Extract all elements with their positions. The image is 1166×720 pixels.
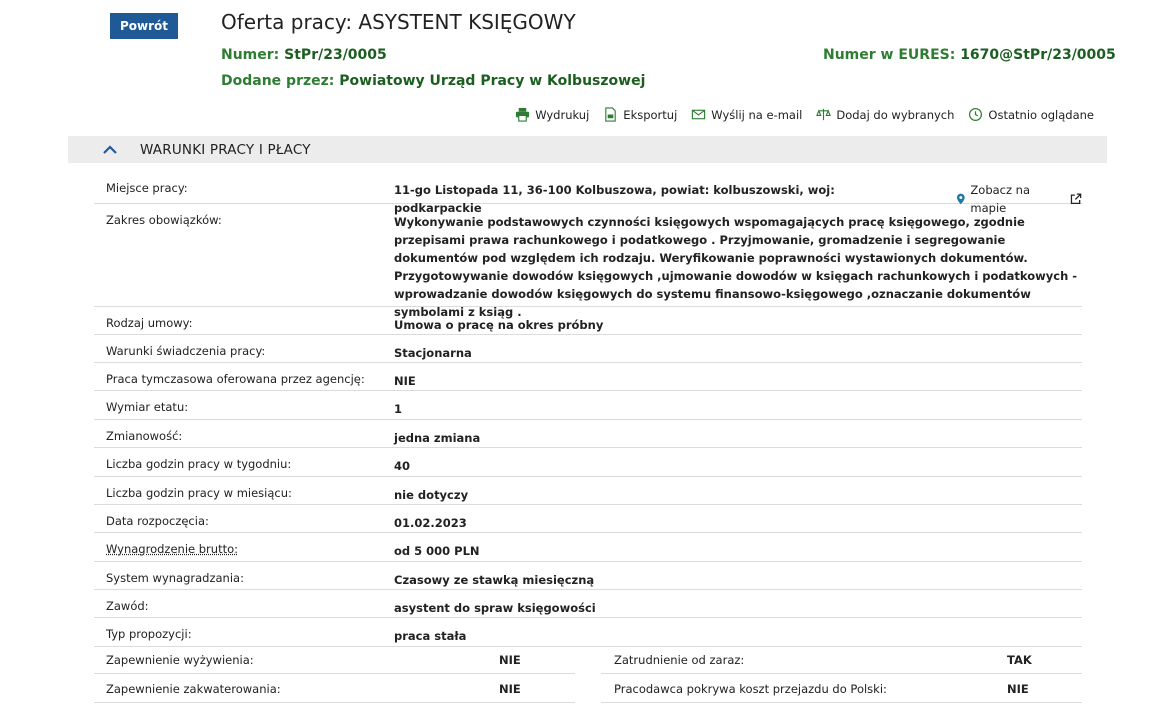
printer-icon — [515, 107, 530, 122]
table-row — [94, 172, 1082, 215]
row-value: 40 — [394, 459, 411, 473]
table-row — [94, 562, 1082, 590]
email-button[interactable] — [691, 107, 802, 122]
clock-icon — [968, 107, 983, 122]
row-value: 1 — [394, 402, 403, 416]
table-row — [601, 675, 1082, 703]
row-label: Praca tymczasowa oferowana przez agencję: — [106, 372, 365, 386]
row-value: NIE — [1007, 681, 1029, 696]
favorites-button[interactable] — [816, 107, 954, 122]
workplace-address: 11-go Listopada 11, 36-100 Kolbuszowa, powiat: kolbuszowski, woj: podkarpackie — [394, 183, 835, 215]
toolbar — [515, 107, 1094, 122]
recent-label: Ostatnio oglądane — [988, 107, 1094, 122]
conditions-table — [94, 172, 1082, 647]
email-label: Wyślij na e-mail — [711, 107, 803, 122]
section-title: WARUNKI PRACY I PŁACY — [140, 141, 311, 158]
print-label: Wydrukuj — [535, 107, 590, 122]
table-row — [94, 590, 1082, 618]
offer-number-label: Numer: — [221, 47, 280, 63]
row-label: Pracodawca pokrywa koszt przejazdu do Polski: — [614, 681, 887, 696]
export-label: Eksportuj — [623, 107, 678, 122]
row-value: Umowa o pracę na okres próbny — [394, 318, 604, 332]
row-label: Wymiar etatu: — [106, 400, 189, 414]
table-row — [94, 533, 1082, 562]
print-button[interactable] — [515, 107, 589, 122]
added-by-label: Dodane przez: — [221, 73, 335, 89]
favorites-label: Dodaj do wybranych — [836, 107, 955, 122]
section-header-working-conditions[interactable] — [68, 136, 1107, 163]
row-label: Data rozpoczęcia: — [106, 514, 209, 528]
row-value: NIE — [499, 681, 521, 696]
back-button[interactable]: Powrót — [110, 13, 178, 39]
eures-number-label: Numer w EURES: — [823, 47, 956, 63]
export-icon — [603, 107, 618, 122]
added-by — [221, 73, 645, 89]
table-row — [94, 335, 1082, 363]
row-label: Zatrudnienie od zaraz: — [614, 652, 745, 667]
row-label: Typ propozycji: — [106, 627, 192, 641]
row-label: Zmianowość: — [106, 429, 183, 443]
row-label: Miejsce pracy: — [106, 181, 188, 195]
row-value: praca stała — [394, 629, 467, 643]
page-title: Oferta pracy: ASYSTENT KSIĘGOWY — [221, 10, 576, 34]
row-value: NIE — [499, 652, 521, 667]
row-value: Czasowy ze stawką miesięczną — [394, 573, 595, 587]
recent-button[interactable] — [968, 107, 1094, 122]
salary-term[interactable]: Wynagrodzenie brutto: — [106, 542, 238, 556]
row-label — [94, 533, 394, 556]
offer-number — [221, 47, 387, 63]
row-label: Zakres obowiązków: — [106, 213, 222, 227]
eures-number — [823, 47, 1116, 63]
added-by-value: Powiatowy Urząd Pracy w Kolbuszowej — [339, 73, 646, 89]
table-row — [94, 363, 1082, 391]
row-label: System wynagradzania: — [106, 571, 244, 585]
export-button[interactable] — [603, 107, 677, 122]
row-label: Zapewnienie zakwaterowania: — [106, 681, 281, 696]
table-row — [601, 646, 1082, 674]
chevron-up-icon[interactable] — [102, 142, 118, 158]
row-label: Liczba godzin pracy w miesiącu: — [106, 486, 292, 500]
envelope-icon — [691, 107, 706, 122]
row-value: Stacjonarna — [394, 346, 472, 360]
pair-row — [94, 675, 1082, 703]
row-value: 01.02.2023 — [394, 516, 467, 530]
row-label: Rodzaj umowy: — [106, 316, 193, 330]
offer-number-value: StPr/23/0005 — [284, 47, 387, 63]
table-row — [94, 646, 575, 674]
row-value: nie dotyczy — [394, 488, 469, 502]
table-row — [94, 420, 1082, 448]
table-row — [94, 204, 1082, 319]
table-row — [94, 391, 1082, 420]
table-row — [94, 448, 1082, 477]
row-label: Zapewnienie wyżywienia: — [106, 652, 254, 667]
map-link-label: Zobacz na mapie — [970, 183, 1031, 215]
row-label: Liczba godzin pracy w tygodniu: — [106, 457, 292, 471]
table-row — [94, 307, 1082, 335]
scale-icon — [816, 107, 831, 122]
row-value: TAK — [1007, 652, 1032, 667]
table-row — [94, 477, 1082, 505]
row-value: jedna zmiana — [394, 431, 481, 445]
row-label: Zawód: — [106, 599, 149, 613]
row-value: Wykonywanie podstawowych czynności księgowych wspomagających pracę księgowego, zgodnie przepisami prawa rachunkowego i podatkowego . Przyjmowanie, gromadzenie i segregowanie dokumentów pod względem ich rodzaju. Weryfikowanie poprawności wystawionych dokumentów. Przygotowywanie dowodów księgowych ,ujmowanie dowodów w księgach rachunkowych i podatkowych - wprowadzanie dowodów księgowych do systemu finansowo-księgowego ,oznaczanie dokumentów symbolami z ksiąg . — [394, 215, 1078, 319]
eures-number-value: 1670@StPr/23/0005 — [960, 47, 1116, 63]
table-row — [94, 675, 575, 703]
row-value: od 5 000 PLN — [394, 544, 480, 558]
row-value: asystent do spraw księgowości — [394, 601, 596, 615]
table-row — [94, 618, 1082, 647]
table-row — [94, 505, 1082, 533]
pair-row — [94, 646, 1082, 674]
row-value: NIE — [394, 374, 416, 388]
row-label: Warunki świadczenia pracy: — [106, 344, 266, 358]
